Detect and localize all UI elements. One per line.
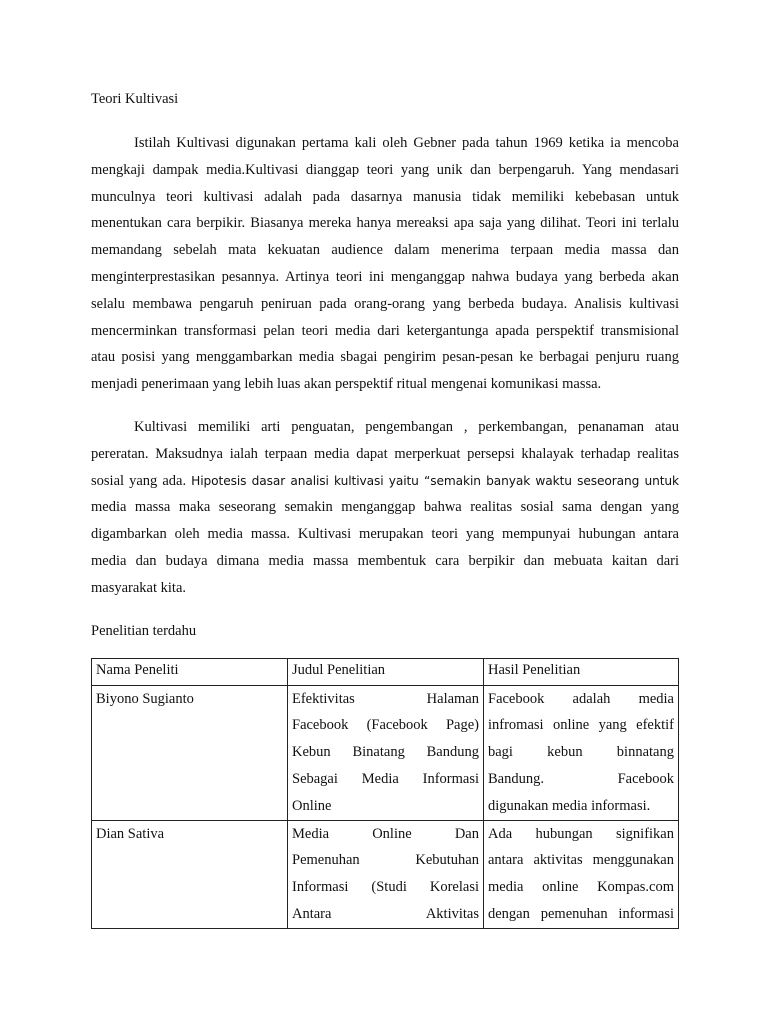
text-line: menentukan cara berpikir. Biasanya mereka hanya mereaksi apa saja yang dilihat. Teori ini terlalu	[91, 215, 679, 232]
cell-line: media online Kompas.com	[488, 879, 674, 896]
table-row	[92, 820, 679, 928]
text-line: Kultivasi memiliki arti penguatan, pengembangan , perkembangan, penanaman atau	[134, 418, 679, 435]
cell-line: Pemenuhan Kebutuhan	[292, 852, 479, 869]
text-line-mixed	[91, 468, 679, 495]
text-line: masyarakat kita.	[91, 579, 187, 596]
cell-line: Media Online Dan	[292, 825, 479, 842]
cell-line: Bandung. Facebook	[488, 770, 674, 787]
text-line: menginterprestasikan pesannya. Artinya teori ini menganggap nahwa budaya yang berbeda akan	[91, 268, 679, 285]
document-page	[91, 86, 679, 929]
text-line: atau posisi yang menggambarkan media sbagai pengirim pesan-pesan ke berbagai penjuru ruang	[91, 349, 679, 366]
cell-line: Sebagai Media Informasi	[292, 770, 479, 787]
cell-line: Efektivitas Halaman	[292, 690, 479, 707]
table-header-row	[92, 658, 679, 685]
hypothesis-text-segment: Hipotesis dasar analisi kultivasi yaitu “semakin banyak waktu seseorang untuk	[191, 473, 679, 488]
paragraph-kultivasi-meaning	[91, 414, 679, 602]
text-line: menjadi penerimaan yang lebih luas akan perspektif ritual mengenai komunikasi massa.	[91, 376, 602, 393]
cell-line: bagi kebun binnatang	[488, 744, 674, 761]
cell-line: Informasi (Studi Korelasi	[292, 879, 479, 896]
header-cell-title: Judul Penelitian	[288, 658, 484, 685]
table-row	[92, 685, 679, 820]
cell-line: Antara Aktivitas	[292, 905, 479, 922]
cell-line: Ada hubungan signifikan	[488, 825, 674, 842]
paragraph-kultivasi-definition	[91, 130, 679, 398]
cell-line: antara aktivitas menggunakan	[488, 852, 674, 869]
header-cell-result: Hasil Penelitian	[484, 658, 679, 685]
text-line: memandang sebelah mata kekuatan audience dalam menerima terpaan media massa dan	[91, 242, 679, 259]
text-line: media dan budaya dimana media massa membentuk cara berpikir dan mebuata kaitan dari	[91, 552, 679, 569]
cell-line: Facebook (Facebook Page)	[292, 717, 479, 734]
text-line: media massa maka seseorang semakin menganggap bahwa realitas sosial sama dengan yang	[91, 499, 679, 516]
research-title-cell	[288, 685, 484, 820]
text-line: digambarkan oleh media massa. Kultivasi merupakan teori yang mempunyai hubungan antara	[91, 526, 679, 543]
text-line: munculnya teori kultivasi adalah pada dasarnya manusia tidak memiliki kebebasan untuk	[91, 188, 679, 205]
text-line: mengkaji dampak media.Kultivasi dianggap teori yang unik dan berpengaruh. Yang mendasari	[91, 161, 679, 178]
text-line: pereratan. Maksudnya ialah terpaan media dapat merperkuat persepsi khalayak terhadap realitas	[91, 445, 679, 462]
cell-line: Facebook adalah media	[488, 690, 674, 707]
text-line: Istilah Kultivasi digunakan pertama kali oleh Gebner pada tahun 1969 ketika ia mencoba	[134, 135, 679, 151]
cell-line: infromasi online yang efektif	[488, 717, 674, 734]
section-heading: Penelitian terdahu	[91, 622, 197, 639]
header-cell-name: Nama Peneliti	[92, 658, 288, 685]
research-title-cell	[288, 820, 484, 928]
text-line: selalu membawa pengaruh peniruan pada orang-orang yang berbeda budaya. Analisis kultivasi	[91, 295, 679, 312]
research-result-cell	[484, 685, 679, 820]
document-title: Teori Kultivasi	[91, 91, 179, 107]
text-line: mencerminkan transformasi pelan teori media dari ketergantunga apada perspektif transmisional	[91, 322, 679, 339]
research-result-cell	[484, 820, 679, 928]
researcher-name-cell: Dian Sativa	[92, 820, 288, 928]
cell-line: digunakan media informasi.	[488, 797, 651, 814]
researcher-name-cell: Biyono Sugianto	[92, 685, 288, 820]
cell-line: Kebun Binatang Bandung	[292, 744, 479, 761]
cell-line: Online	[292, 797, 332, 814]
cell-line: dengan pemenuhan informasi	[488, 905, 674, 922]
text-segment: sosial yang ada.	[91, 472, 192, 489]
research-table	[91, 658, 679, 929]
